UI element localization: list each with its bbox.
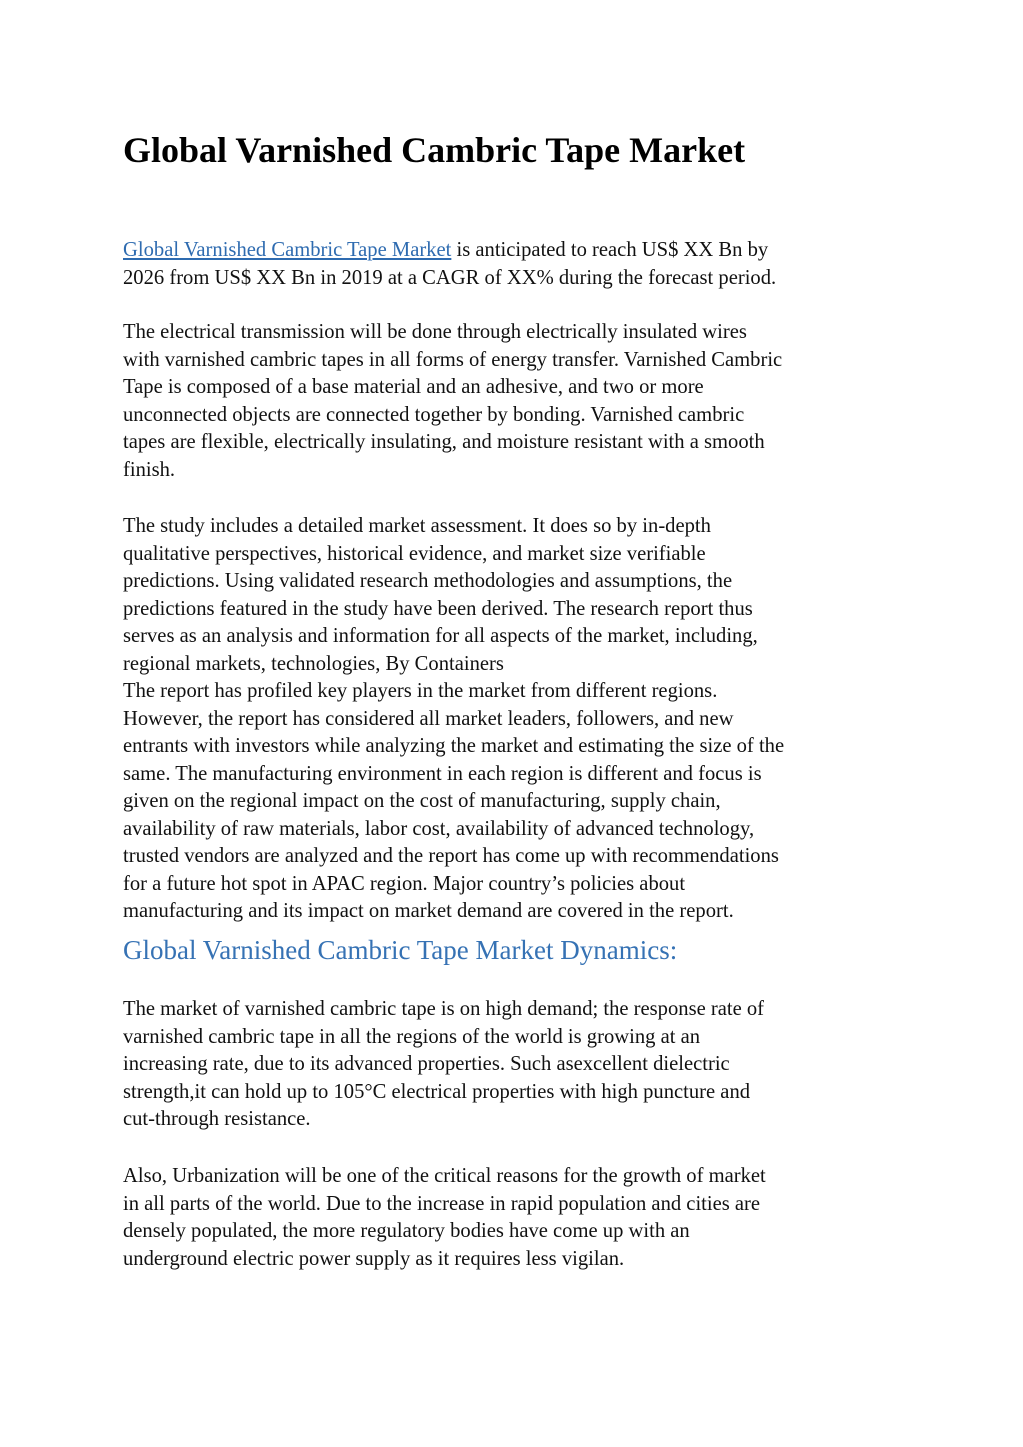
paragraph-study — [123, 513, 913, 926]
para3-line: qualitative perspectives, historical evidence, and market size verifiable — [123, 542, 706, 565]
para3-line: same. The manufacturing environment in each region is different and focus is — [123, 762, 762, 785]
paragraph-urbanization — [123, 1163, 913, 1273]
para3-line: availability of raw materials, labor cost, availability of advanced technology, — [123, 817, 755, 840]
intro-line-1 — [123, 237, 913, 265]
para5-line: underground electric power supply as it requires less vigilan. — [123, 1247, 625, 1270]
para3-line: predictions. Using validated research methodologies and assumptions, the — [123, 570, 733, 592]
para2-line: tapes are flexible, electrically insulating, and moisture resistant with a smooth — [123, 431, 765, 453]
para3-line: regional markets, technologies, By Containers — [123, 652, 504, 675]
para4-line: cut-through resistance. — [123, 1108, 311, 1130]
para3-line: serves as an analysis and information for all aspects of the market, including, — [123, 625, 758, 647]
page-title: Global Varnished Cambric Tape Market — [123, 130, 746, 170]
paragraph-transmission — [123, 319, 913, 484]
para2-line: Tape is composed of a base material and an adhesive, and two or more — [123, 376, 704, 398]
para2-line: with varnished cambric tapes in all forms of energy transfer. Varnished Cambric — [123, 348, 783, 371]
para3-line: The study includes a detailed market assessment. It does so by in-depth — [123, 515, 711, 537]
para3-line: given on the regional impact on the cost of manufacturing, supply chain, — [123, 790, 721, 812]
para4-line: increasing rate, due to its advanced properties. Such asexcellent dielectric — [123, 1053, 730, 1075]
para5-line: Also, Urbanization will be one of the critical reasons for the growth of market — [123, 1165, 766, 1187]
para2-line: unconnected objects are connected together by bonding. Varnished cambric — [123, 403, 745, 426]
para3-line: The report has profiled key players in the market from different regions. — [123, 680, 718, 702]
para5-line: densely populated, the more regulatory bodies have come up with an — [123, 1220, 690, 1242]
para4-line: strength,it can hold up to 105°C electrical properties with high puncture and — [123, 1080, 751, 1103]
para4-line: The market of varnished cambric tape is on high demand; the response rate of — [123, 998, 765, 1020]
intro-line-1-text: is anticipated to reach US$ XX Bn by — [451, 239, 769, 261]
para4-line: varnished cambric tape in all the regions of the world is growing at an — [123, 1025, 701, 1048]
dynamics-heading: Global Varnished Cambric Tape Market Dynamics: — [123, 935, 678, 965]
para3-line: However, the report has considered all market leaders, followers, and new — [123, 707, 734, 730]
intro-paragraph — [123, 237, 913, 292]
para3-line: entrants with investors while analyzing the market and estimating the size of the — [123, 735, 785, 757]
para3-line: manufacturing and its impact on market demand are covered in the report. — [123, 900, 734, 922]
para2-line: finish. — [123, 458, 176, 481]
para2-line: The electrical transmission will be done through electrically insulated wires — [123, 321, 747, 343]
para3-line: for a future hot spot in APAC region. Major country’s policies about — [123, 872, 686, 895]
intro-line-2: 2026 from US$ XX Bn in 2019 at a CAGR of XX% during the forecast period. — [123, 266, 777, 289]
para5-line: in all parts of the world. Due to the increase in rapid population and cities are — [123, 1192, 761, 1215]
para3-line: predictions featured in the study have been derived. The research report thus — [123, 597, 753, 620]
paragraph-demand — [123, 996, 913, 1134]
para3-line: trusted vendors are analyzed and the report has come up with recommendations — [123, 845, 779, 867]
market-report-link[interactable]: Global Varnished Cambric Tape Market — [123, 239, 452, 261]
